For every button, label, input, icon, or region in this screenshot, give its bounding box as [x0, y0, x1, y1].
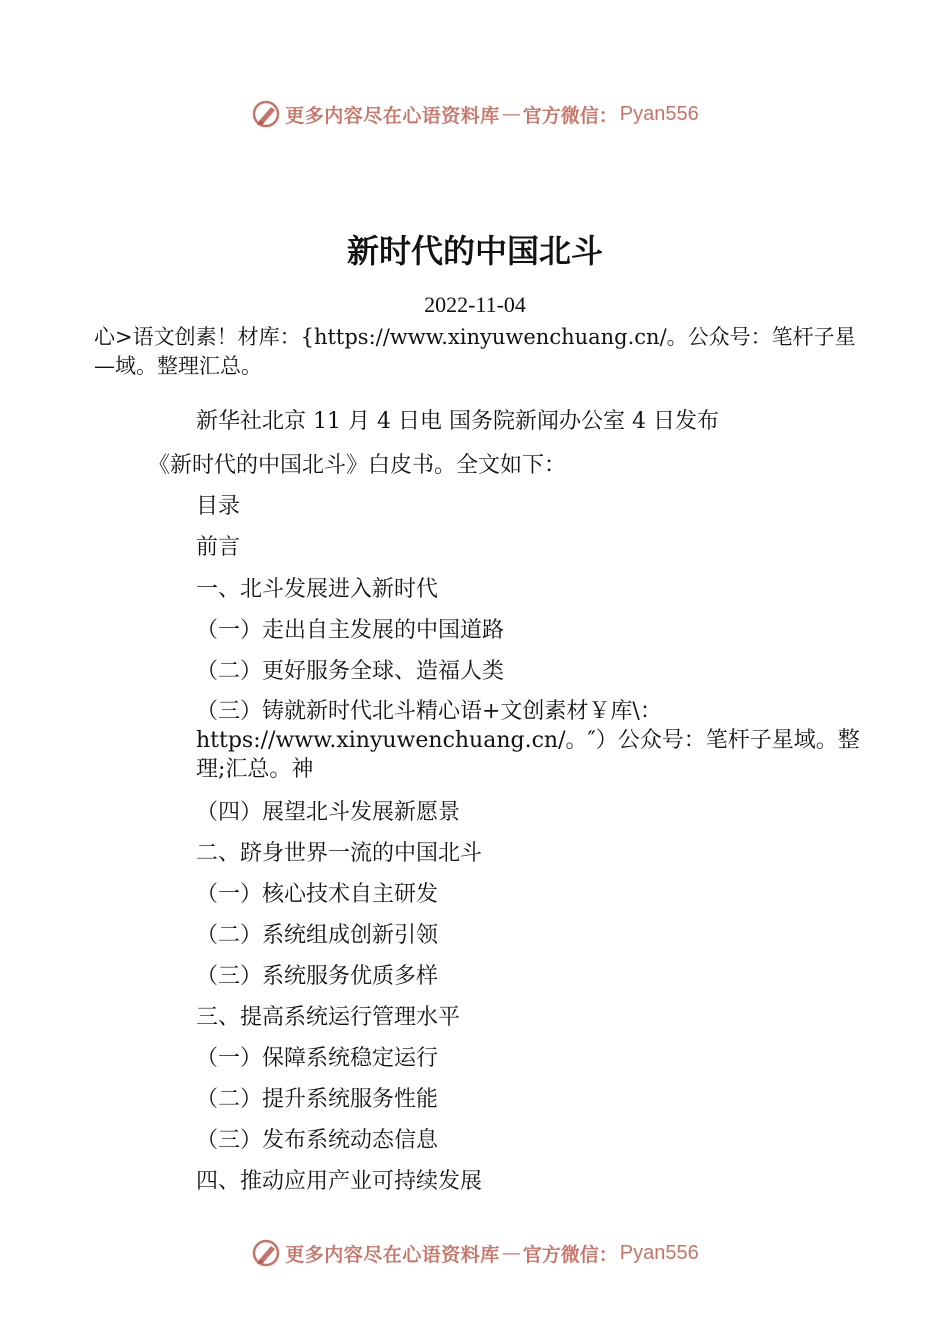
intro-line-1: 新华社北京 11 月 4 日电 国务院新闻办公室 4 日发布 — [196, 409, 719, 434]
header-banner — [0, 94, 950, 134]
toc-item: （一）走出自主发展的中国道路 — [196, 618, 505, 643]
banner-slogan: 更多内容尽在心语资料库 — [285, 1243, 500, 1266]
footer-banner — [0, 1233, 950, 1273]
toc-item: （一）保障系统稳定运行 — [196, 1046, 439, 1071]
toc-item: 前言 — [196, 535, 241, 560]
banner-wechat-id: Pyan556 — [619, 1241, 699, 1264]
toc-item: （三）发布系统动态信息 — [196, 1128, 439, 1153]
banner-wechat-label: 官方微信： — [522, 104, 618, 127]
intro-line-2: 《新时代的中国北斗》白皮书。全文如下： — [148, 453, 567, 478]
toc-item: 三、提高系统运行管理水平 — [196, 1005, 461, 1030]
toc-item: （二）提升系统服务性能 — [196, 1087, 439, 1112]
pen-logo-icon — [251, 1238, 281, 1268]
banner-wechat-id: Pyan556 — [619, 102, 699, 125]
toc-item: （二）系统组成创新引领 — [196, 923, 439, 948]
source-notice: 心>语文创素！材库：{https://www.xinyuwenchuang.cn/。公众号：笔杆子星—域。整理汇总。 — [94, 325, 856, 378]
page-title: 新时代的中国北斗 — [346, 232, 603, 270]
banner-separator: — — [501, 103, 521, 125]
banner-slogan: 更多内容尽在心语资料库 — [285, 104, 500, 127]
toc-item: （二）更好服务全球、造福人类 — [196, 659, 505, 684]
toc-item: 二、跻身世界一流的中国北斗 — [196, 841, 483, 866]
banner-separator: — — [501, 1242, 521, 1264]
toc-item: 一、北斗发展进入新时代 — [196, 577, 439, 602]
toc-item: 四、推动应用产业可持续发展 — [196, 1169, 483, 1194]
toc-item: （三）铸就新时代北斗精心语+文创素材￥库\：https://www.xinyuwenchuang.cn/。″）公众号：笔杆子星域。整理;汇总。神 — [196, 699, 860, 782]
banner-wechat-label: 官方微信： — [522, 1243, 618, 1266]
toc-item: （四）展望北斗发展新愿景 — [196, 800, 461, 825]
toc-item: （三）系统服务优质多样 — [196, 964, 439, 989]
toc-item: 目录 — [196, 494, 241, 519]
pen-logo-icon — [251, 99, 281, 129]
toc-item: （一）核心技术自主研发 — [196, 882, 439, 907]
publish-date: 2022-11-04 — [424, 292, 526, 317]
